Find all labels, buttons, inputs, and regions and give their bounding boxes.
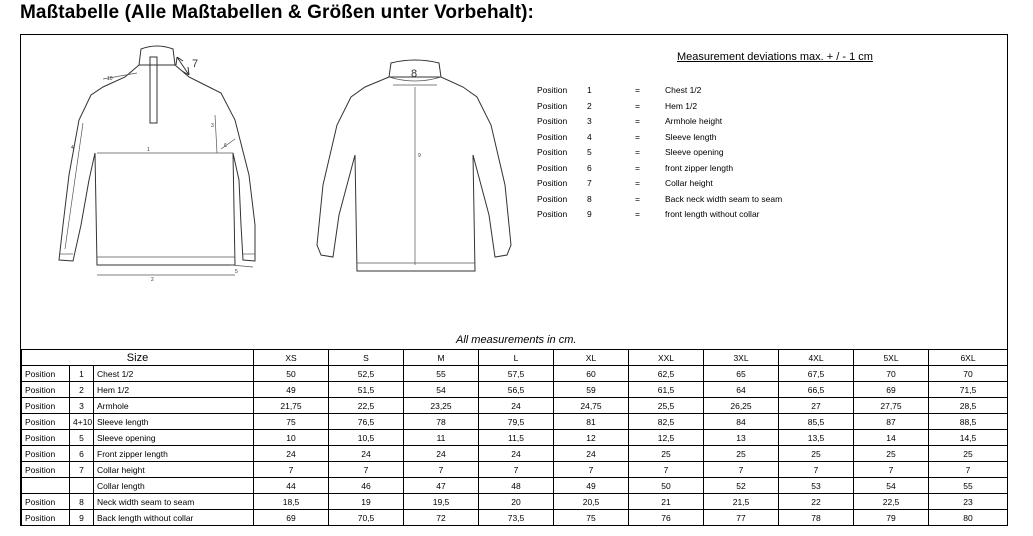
measurement-value-cell: 49: [554, 478, 629, 494]
measurement-value-cell: 62,5: [629, 366, 704, 382]
measurement-value-cell: 50: [629, 478, 704, 494]
drawing-label: 8: [411, 68, 418, 80]
measurement-name-cell: Chest 1/2: [94, 366, 254, 382]
measurement-value-cell: 13,5: [779, 430, 854, 446]
legend-equals-sign: =: [635, 178, 640, 188]
measurement-value-cell: 27: [779, 398, 854, 414]
measurement-value-cell: 70: [854, 366, 929, 382]
garment-technical-drawings: [21, 35, 541, 335]
measurement-value-cell: 25,5: [629, 398, 704, 414]
position-label-cell: Position: [22, 366, 70, 382]
legend-position-label: Position: [537, 209, 568, 219]
measurement-unit-note: All measurements in cm.: [456, 334, 577, 346]
position-label-cell: [22, 478, 70, 494]
position-number-cell: 1: [70, 366, 94, 382]
measurement-value-cell: 24: [479, 446, 554, 462]
size-column-header: Size: [22, 350, 254, 366]
measurement-value-cell: 52,5: [329, 366, 404, 382]
measurement-value-cell: 11,5: [479, 430, 554, 446]
measurement-name-cell: Neck width seam to seam: [94, 494, 254, 510]
measurement-value-cell: 76,5: [329, 414, 404, 430]
measurement-value-cell: 48: [479, 478, 554, 494]
table-row: [22, 446, 1008, 462]
measurement-name-cell: Sleeve opening: [94, 430, 254, 446]
measurement-value-cell: 7: [404, 462, 479, 478]
legend-position-label: Position: [537, 116, 568, 126]
drawing-label: 5: [235, 269, 238, 275]
measurement-value-cell: 78: [779, 510, 854, 526]
measurement-value-cell: 72: [404, 510, 479, 526]
table-row: [22, 430, 1008, 446]
legend-position-number: 6: [587, 162, 592, 173]
measurement-value-cell: 55: [929, 478, 1008, 494]
legend-description: Back neck width seam to seam: [665, 193, 783, 204]
position-number-cell: [70, 478, 94, 494]
table-row: [22, 510, 1008, 526]
measurement-value-cell: 78: [404, 414, 479, 430]
measurement-name-cell: Collar height: [94, 462, 254, 478]
measurement-value-cell: 65: [704, 366, 779, 382]
measurement-value-cell: 14: [854, 430, 929, 446]
legend-description: front zipper length: [665, 162, 734, 173]
legend-description: Sleeve opening: [665, 147, 724, 157]
drawing-label: 9: [418, 153, 421, 159]
measurement-value-cell: 57,5: [479, 366, 554, 382]
measurement-value-cell: 24: [479, 398, 554, 414]
drawing-label: 3: [211, 123, 214, 129]
size-header-cell: L: [479, 350, 554, 366]
measurement-value-cell: 54: [854, 478, 929, 494]
legend-description: Hem 1/2: [665, 100, 698, 111]
measurement-value-cell: 60: [554, 366, 629, 382]
measurement-value-cell: 20: [479, 494, 554, 510]
measurement-value-cell: 82,5: [629, 414, 704, 430]
measurement-value-cell: 75: [254, 414, 329, 430]
drawing-label: 10: [107, 76, 113, 82]
measurement-value-cell: 25: [629, 446, 704, 462]
position-label-cell: Position: [22, 446, 70, 462]
back-view-drawing: [317, 60, 511, 271]
sleeve-opening-measure-line: [231, 265, 253, 267]
measurement-value-cell: 7: [479, 462, 554, 478]
measurement-value-cell: 18,5: [254, 494, 329, 510]
measurement-value-cell: 28,5: [929, 398, 1008, 414]
table-row: [22, 462, 1008, 478]
measurement-value-cell: 75: [554, 510, 629, 526]
legend-description: Chest 1/2: [665, 85, 702, 95]
legend-description: Sleeve length: [665, 131, 717, 142]
measurement-value-cell: 14,5: [929, 430, 1008, 446]
measurement-value-cell: 25: [779, 446, 854, 462]
measurement-value-cell: 23,25: [404, 398, 479, 414]
measurement-value-cell: 10: [254, 430, 329, 446]
legend-equals-sign: =: [635, 131, 640, 142]
measurement-value-cell: 66,5: [779, 382, 854, 398]
measurement-value-cell: 19: [329, 494, 404, 510]
legend-position-number: 2: [587, 100, 592, 111]
size-header-cell: S: [329, 350, 404, 366]
size-header-cell: M: [404, 350, 479, 366]
measurement-value-cell: 21,5: [704, 494, 779, 510]
legend-position-label: Position: [537, 178, 568, 188]
legend-position-label: Position: [537, 131, 568, 142]
measurement-value-cell: 7: [704, 462, 779, 478]
measurement-value-cell: 11: [404, 430, 479, 446]
legend-description: Armhole height: [665, 116, 723, 126]
collar-height-arrow: [176, 57, 189, 75]
measurement-value-cell: 13: [704, 430, 779, 446]
legend-title: Measurement deviations max. + / - 1 cm: [677, 51, 873, 63]
legend-equals-sign: =: [635, 100, 640, 111]
measurement-value-cell: 26,25: [704, 398, 779, 414]
drawing-label: 7: [192, 58, 199, 70]
legend-position-number: 8: [587, 193, 592, 204]
measurement-value-cell: 69: [254, 510, 329, 526]
measurement-value-cell: 24: [254, 446, 329, 462]
measurement-value-cell: 7: [779, 462, 854, 478]
size-header-cell: 4XL: [779, 350, 854, 366]
size-header-cell: 5XL: [854, 350, 929, 366]
size-header-row: [22, 350, 1008, 366]
table-row: [22, 414, 1008, 430]
drawing-label: 6: [224, 143, 227, 149]
table-row: [22, 398, 1008, 414]
position-number-cell: 6: [70, 446, 94, 462]
measurement-name-cell: Armhole: [94, 398, 254, 414]
size-header-cell: 6XL: [929, 350, 1008, 366]
drawing-label: 1: [147, 147, 150, 153]
position-number-cell: 8: [70, 494, 94, 510]
measurement-value-cell: 20,5: [554, 494, 629, 510]
back-jacket-outline: [317, 77, 511, 271]
measurement-value-cell: 54: [404, 382, 479, 398]
measurement-value-cell: 55: [404, 366, 479, 382]
measurement-value-cell: 12: [554, 430, 629, 446]
measurement-value-cell: 88,5: [929, 414, 1008, 430]
legend-equals-sign: =: [635, 193, 640, 204]
measurement-value-cell: 27,75: [854, 398, 929, 414]
legend-equals-sign: =: [635, 147, 640, 157]
position-number-cell: 4+10: [70, 414, 94, 430]
legend-position-label: Position: [537, 100, 568, 111]
measurement-value-cell: 50: [254, 366, 329, 382]
measurement-value-cell: 24: [329, 446, 404, 462]
legend-position-label: Position: [537, 85, 568, 95]
measurement-value-cell: 47: [404, 478, 479, 494]
measurement-value-cell: 80: [929, 510, 1008, 526]
measurement-value-cell: 44: [254, 478, 329, 494]
measurement-value-cell: 22: [779, 494, 854, 510]
measurement-value-cell: 76: [629, 510, 704, 526]
position-label-cell: Position: [22, 462, 70, 478]
legend-equals-sign: =: [635, 116, 640, 126]
measurement-value-cell: 12,5: [629, 430, 704, 446]
measurement-value-cell: 87: [854, 414, 929, 430]
measurement-value-cell: 7: [329, 462, 404, 478]
drawing-label: 2: [151, 277, 154, 283]
measurement-value-cell: 53: [779, 478, 854, 494]
measurement-value-cell: 67,5: [779, 366, 854, 382]
measurement-value-cell: 49: [254, 382, 329, 398]
legend-position-number: 3: [587, 116, 592, 126]
drawing-label: 4: [71, 145, 74, 151]
armhole-measure-line: [215, 115, 217, 153]
position-number-cell: 7: [70, 462, 94, 478]
measurement-value-cell: 69: [854, 382, 929, 398]
size-header-cell: XXL: [629, 350, 704, 366]
legend-position-number: 1: [587, 85, 592, 95]
measurement-value-cell: 7: [254, 462, 329, 478]
measurement-value-cell: 24: [404, 446, 479, 462]
measurement-value-cell: 85,5: [779, 414, 854, 430]
page-title: Maßtabelle (Alle Maßtabellen & Größen unter Vorbehalt):: [20, 2, 534, 23]
table-row: [22, 366, 1008, 382]
measurement-name-cell: Back length without collar: [94, 510, 254, 526]
position-number-cell: 2: [70, 382, 94, 398]
legend-position-label: Position: [537, 193, 568, 204]
measurement-value-cell: 22,5: [329, 398, 404, 414]
position-label-cell: Position: [22, 494, 70, 510]
measurement-value-cell: 61,5: [629, 382, 704, 398]
measurement-value-cell: 7: [854, 462, 929, 478]
position-label-cell: Position: [22, 382, 70, 398]
legend-position-number: 9: [587, 209, 592, 219]
legend-equals-sign: =: [635, 209, 640, 219]
measurement-value-cell: 84: [704, 414, 779, 430]
measurement-value-cell: 51,5: [329, 382, 404, 398]
measurement-value-cell: 7: [554, 462, 629, 478]
legend-position-number: 4: [587, 131, 592, 142]
measurement-value-cell: 25: [704, 446, 779, 462]
measurement-value-cell: 10,5: [329, 430, 404, 446]
size-table-body: [22, 366, 1008, 526]
size-chart-frame: [20, 34, 1008, 526]
measurement-name-cell: Front zipper length: [94, 446, 254, 462]
measurement-value-cell: 46: [329, 478, 404, 494]
measurement-name-cell: Hem 1/2: [94, 382, 254, 398]
measurement-value-cell: 56,5: [479, 382, 554, 398]
measurement-name-cell: Sleeve length: [94, 414, 254, 430]
legend-position-number: 5: [587, 147, 592, 157]
position-label-cell: Position: [22, 398, 70, 414]
front-zipper: [150, 57, 157, 123]
legend-equals-sign: =: [635, 162, 640, 173]
position-label-cell: Position: [22, 510, 70, 526]
measurement-value-cell: 59: [554, 382, 629, 398]
measurement-value-cell: 81: [554, 414, 629, 430]
legend-equals-sign: =: [635, 85, 640, 95]
legend-position-label: Position: [537, 147, 568, 157]
position-label-cell: Position: [22, 414, 70, 430]
measurement-value-cell: 24,75: [554, 398, 629, 414]
measurement-value-cell: 22,5: [854, 494, 929, 510]
measurement-value-cell: 25: [854, 446, 929, 462]
legend-description: Collar height: [665, 178, 713, 188]
position-label-cell: Position: [22, 430, 70, 446]
measurement-value-cell: 7: [929, 462, 1008, 478]
position-number-cell: 3: [70, 398, 94, 414]
table-row: [22, 478, 1008, 494]
size-header-cell: XL: [554, 350, 629, 366]
legend-position-number: 7: [587, 178, 592, 188]
measurement-value-cell: 79,5: [479, 414, 554, 430]
measurement-value-cell: 70: [929, 366, 1008, 382]
measurement-value-cell: 79: [854, 510, 929, 526]
size-header-cell: XS: [254, 350, 329, 366]
measurement-value-cell: 64: [704, 382, 779, 398]
legend-description: front length without collar: [665, 209, 760, 219]
measurement-value-cell: 19,5: [404, 494, 479, 510]
measurement-value-cell: 21,75: [254, 398, 329, 414]
measurement-name-cell: Collar length: [94, 478, 254, 494]
position-number-cell: 9: [70, 510, 94, 526]
size-table: [21, 349, 1008, 526]
measurement-value-cell: 7: [629, 462, 704, 478]
front-view-drawing: [59, 46, 255, 283]
measurement-value-cell: 77: [704, 510, 779, 526]
size-header-cell: 3XL: [704, 350, 779, 366]
measurement-value-cell: 21: [629, 494, 704, 510]
position-number-cell: 5: [70, 430, 94, 446]
measurement-value-cell: 73,5: [479, 510, 554, 526]
legend-position-label: Position: [537, 162, 568, 173]
measurement-value-cell: 71,5: [929, 382, 1008, 398]
measurement-value-cell: 52: [704, 478, 779, 494]
measurement-value-cell: 24: [554, 446, 629, 462]
table-row: [22, 494, 1008, 510]
measurement-value-cell: 23: [929, 494, 1008, 510]
measurement-value-cell: 70,5: [329, 510, 404, 526]
table-row: [22, 382, 1008, 398]
measurement-value-cell: 25: [929, 446, 1008, 462]
